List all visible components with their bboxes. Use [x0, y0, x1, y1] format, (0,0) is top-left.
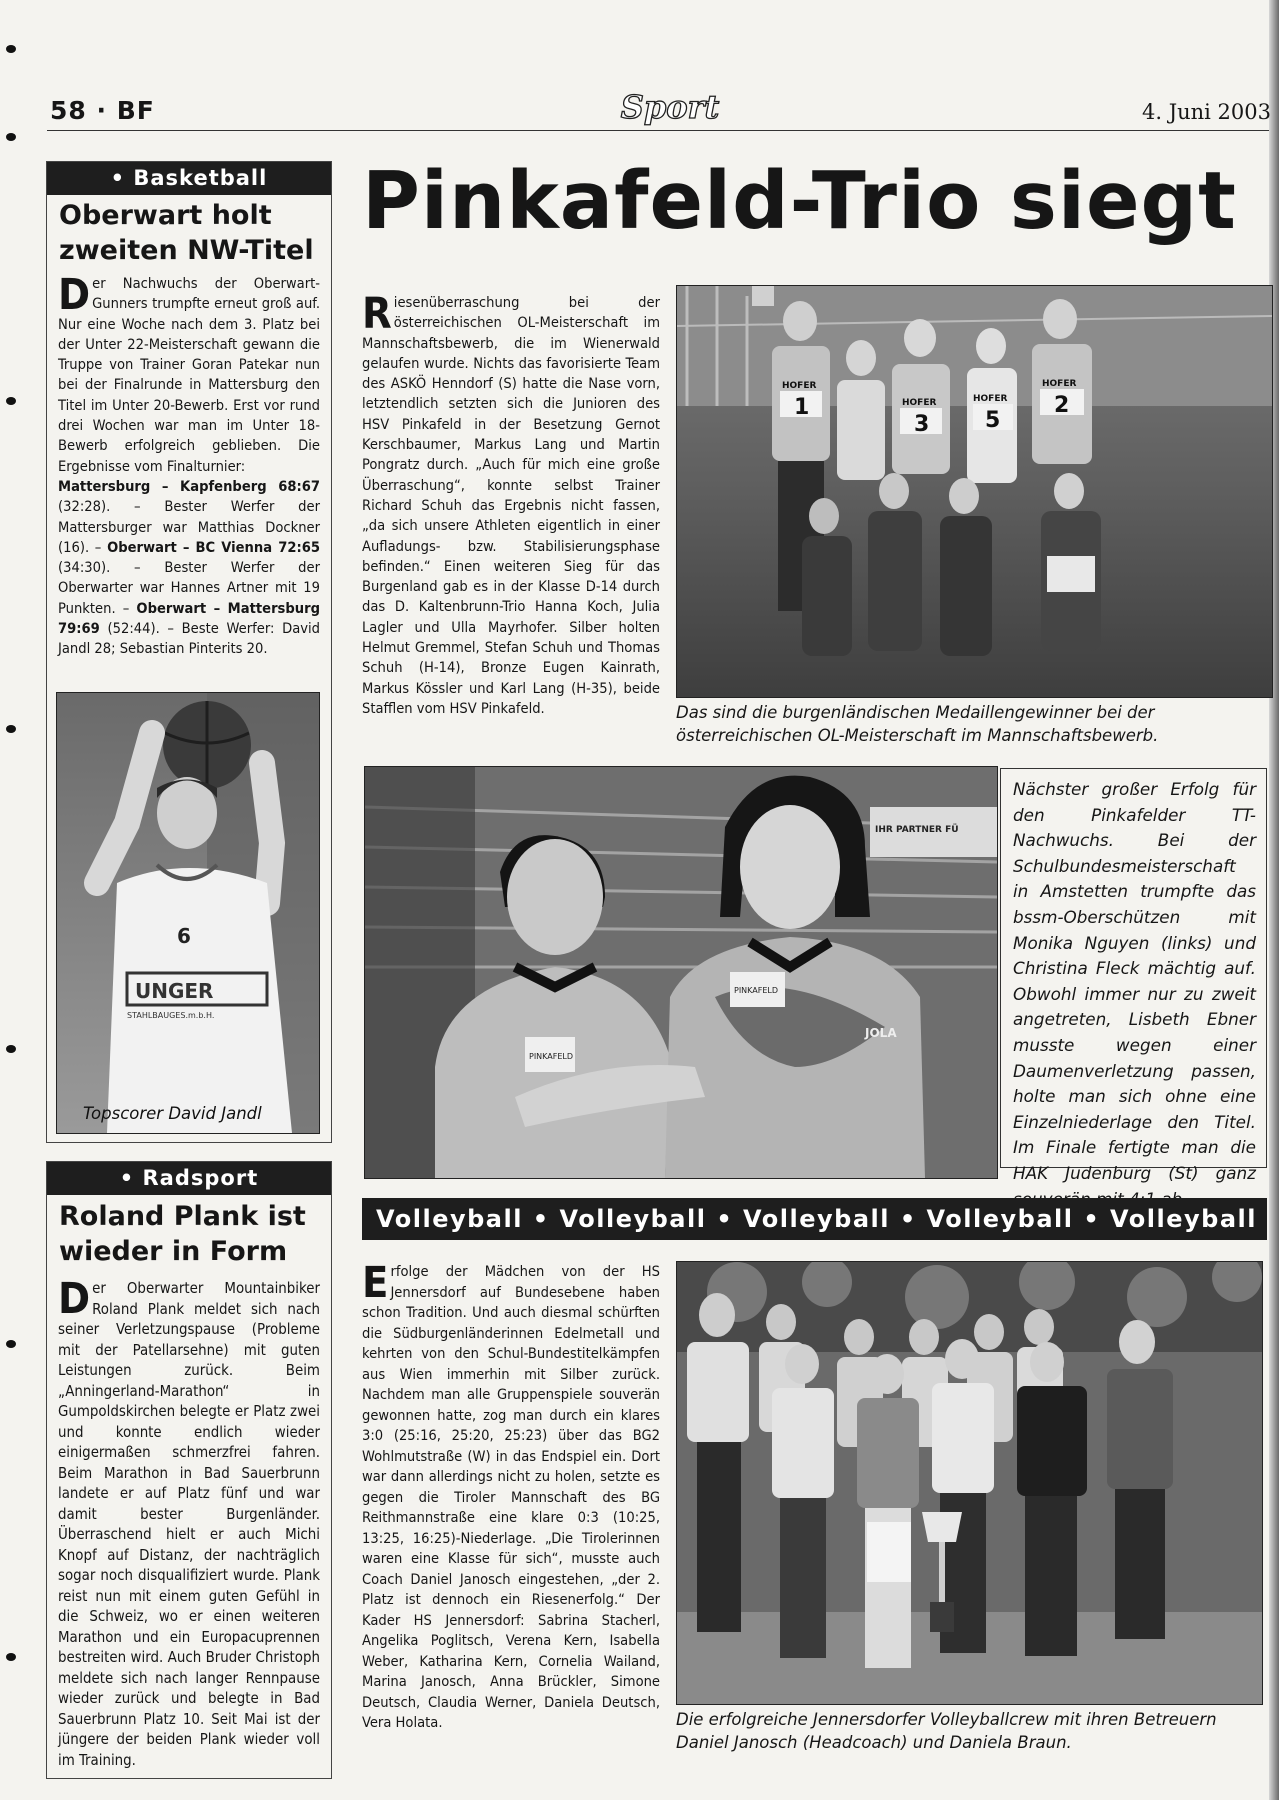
article-headline: Oberwart holt zweiten NW-Titel [59, 200, 314, 266]
drop-cap: E [362, 1258, 389, 1308]
margin-mark [6, 1340, 16, 1348]
basketball-article [46, 161, 332, 1143]
result: Oberwart – BC Vienna 72:65 [107, 538, 320, 556]
page-number: 58 · BF [50, 96, 155, 125]
bib-sponsor: HOFER [1042, 379, 1077, 389]
margin-mark [6, 45, 16, 53]
tabletennis-photo [364, 766, 998, 1179]
shirt-brand: JOLA [865, 1026, 897, 1040]
shirt-logo: PINKAFELD [734, 986, 779, 995]
bib-sponsor: HOFER [902, 398, 937, 408]
drop-cap: D [58, 1274, 91, 1324]
main-headline: Pinkafeld-Trio siegt [362, 155, 1237, 247]
ol-medalists-image [677, 286, 1272, 697]
photo-caption: Topscorer David Jandl [83, 1104, 262, 1123]
margin-mark [6, 1045, 16, 1053]
header-rule [47, 130, 1269, 131]
result: Oberwart – Mattersburg 79:69 [58, 599, 320, 638]
tabletennis-players-image [365, 767, 997, 1178]
jersey-number: 6 [177, 924, 191, 948]
margin-mark [6, 1653, 16, 1661]
volleyball-team-photo [676, 1261, 1263, 1705]
bib-number: 2 [1054, 393, 1070, 418]
banner-text: IHR PARTNER FÜ [875, 825, 959, 835]
shirt-logo: PINKAFELD [529, 1052, 574, 1061]
result: Mattersburg – Kapfenberg 68:67 [58, 477, 320, 495]
section-title: Sport [620, 88, 720, 126]
margin-mark [6, 725, 16, 733]
volleyball-article-body: Erfolge der Mädchen von der HS Jennersdorf auf Bundesebene haben schon Tradition. Und auch diesmal schürften die Südburgenländerinnen Edelmetall und kehrten von den Schul-Bundestitelkämpfen aus Wien immerhin mit Silber zurück. Nachdem man alle Gruppenspiele souverän gewonnen hatte, zog man durch ein klares 3:0 (25:16, 25:20, 25:23) über das BG2 Wohlmutstraße (W) in das Endspiel ein. Dort war dann allerdings nicht zu holen, setzte es gegen die Tiroler Mannschaft des BG Reithmannstraße eine klare 0:3 (10:25, 13:25, 16:25)-Niederlage. „Die Tirolerinnen waren eine Klasse für sich“, musste auch Coach Daniel Janosch eingestehen, „der 2. Platz ist dennoch ein Riesenerfolg.“ Der Kader HS Jennersdorf: Sabrina Stacherl, Angelika Poglitsch, Verena Kern, Isabella Weber, Katharina Kern, Cornelia Wailand, Marina Janosch, Anna Brückler, Simone Deutsch, Claudia Werner, Daniela Deutsch, Vera Holata. [362, 1258, 660, 1731]
drop-cap: R [362, 289, 392, 339]
bib-sponsor: HOFER [782, 381, 817, 391]
basketball-player-image [57, 693, 319, 1133]
jersey-brand: UNGER [135, 979, 214, 1003]
volleyball-team-image [677, 1262, 1262, 1704]
issue-date: 4. Juni 2003 [1141, 100, 1271, 124]
jersey-sub: STAHLBAUGES.m.b.H. [127, 1011, 215, 1020]
category-bar: • Radsport [47, 1162, 331, 1195]
article-body: Der Nachwuchs der Oberwart-Gunners trumpfte erneut groß auf. Nur eine Woche nach dem 3. Platz bei der Unter 22-Meisterschaft gewann die Truppe von Trainer Goran Patekar nun bei der Finalrunde in Mattersburg den Titel im Unter 20-Bewerb. Erst vor rund drei Wochen war man im Unter 18-Bewerb erfolgreich geblieben. Die Ergebnisse vom Finalturnier: Mattersburg – Kapfenberg 68:67 (32:28). – Bester Werfer der Mattersburger war Matthias Dockner (16). – Oberwart – BC Vienna 72:65 (34:30). – Bester Werfer der Oberwarter war Hannes Artner mit 19 Punkten. – Oberwart – Mattersburg 79:69 (52:44). – Beste Werfer: David Jandl 28; Sebastian Pinterits 20. [58, 270, 320, 658]
page-edge-shadow [1269, 0, 1279, 1800]
bib-number: 1 [794, 395, 810, 420]
ol-team-photo [676, 285, 1273, 698]
bib-sponsor: HOFER [973, 394, 1008, 404]
ol-article-body: Riesenüberraschung bei der österreichischen OL-Meisterschaft im Mannschaftsbewerb, die im Wienerwald gelaufen wurde. Nichts das favorisierte Team des ASKÖ Henndorf (S) hatte die Nase vorn, letztendlich setzten sich die Junioren des HSV Pinkafeld in der Besetzung Gernot Kerschbaumer, Markus Lang und Martin Pongratz durch. „Auch für mich eine große Überraschung“, konnte selbst Trainer Richard Schuh das Ergebnis nicht fassen, „da sich unsere Athleten eigentlich in einer Aufladungs- bzw. Stabilisierungsphase befinden.“ Einen weiteren Sieg für das Burgenland gab es in der Klasse D-14 durch das D. Kaltenbrunn-Trio Hanna Koch, Julia Lagler und Ulla Mayrhofer. Silber holten Helmut Gremmel, Stefan Schuh und Thomas Schuh (H-14), Bronze Eugen Kainrath, Markus Kössler und Karl Lang (H-35), beide Stafflen vom HSV Pinkafeld. [362, 289, 660, 717]
article-headline: Roland Plank ist wieder in Form [59, 1201, 306, 1267]
bib-number: 5 [985, 408, 1001, 433]
margin-mark [6, 397, 16, 405]
category-bar: • Basketball [47, 162, 331, 195]
volleyball-bar: Volleyball • Volleyball • Volleyball • Volleyball • Volleyball [362, 1198, 1267, 1240]
ol-photo-caption: Das sind die burgenländischen Medaillengewinner bei der österreichischen OL-Meisterschaft im Mannschaftsbewerb. [676, 703, 1159, 745]
tabletennis-article: Nächster großer Erfolg für den Pinkafelder TT-Nachwuchs. Bei der Schulbundesmeisterschaft in Amstetten trumpfte das bssm-Oberschützen mit Monika Nguyen (links) und Christina Fleck mächtig auf. Obwohl immer nur zu zweit angetreten, Lisbeth Ebner musste wegen einer Daumenverletzung passen, holte man sich ohne eine Einzelniederlage den Titel. Im Finale fertigte man die HAK Judenburg (St) ganz [1000, 768, 1267, 1168]
bib-number: 3 [914, 412, 930, 437]
radsport-article [46, 1161, 332, 1779]
volleyball-photo-caption: Die erfolgreiche Jennersdorfer Volleyballcrew mit ihren Betreuern Daniel Janosch (Headcoach) und Daniela Braun. [676, 1710, 1217, 1752]
drop-cap: D [58, 270, 91, 320]
margin-mark [6, 133, 16, 141]
basketball-photo [56, 692, 320, 1134]
article-body: Der Oberwarter Mountainbiker Roland Plank meldet sich nach seiner Verletzungspause (Probleme mit der Patellarsehne) mit guten Leistungen zurück. Beim „Anningerland-Marathon“ in Gumpoldskirchen belegte er Platz zwei und konnte endlich wieder einigermaßen schmerzfrei fahren. Beim Marathon in Bad Sauerbrunn landete er auf Platz fünf und war damit bester Burgenländer. Überraschend hielt er auch Michi Knopf auf Distanz, der nachträglich sogar noch disqualifiziert wurde. Plank reist nun mit einem guten Gefühl in die Schweiz, wo er einen weiteren Marathon und ein Europacuprennen bestreiten wird. Auch Bruder Christoph meldete sich nach langer Rennpause wieder zurück und belegte in Bad Sauerbrunn Platz 10. Seit Mai ist der jüngere der beiden Plank wieder voll im Training. [58, 1274, 320, 1769]
